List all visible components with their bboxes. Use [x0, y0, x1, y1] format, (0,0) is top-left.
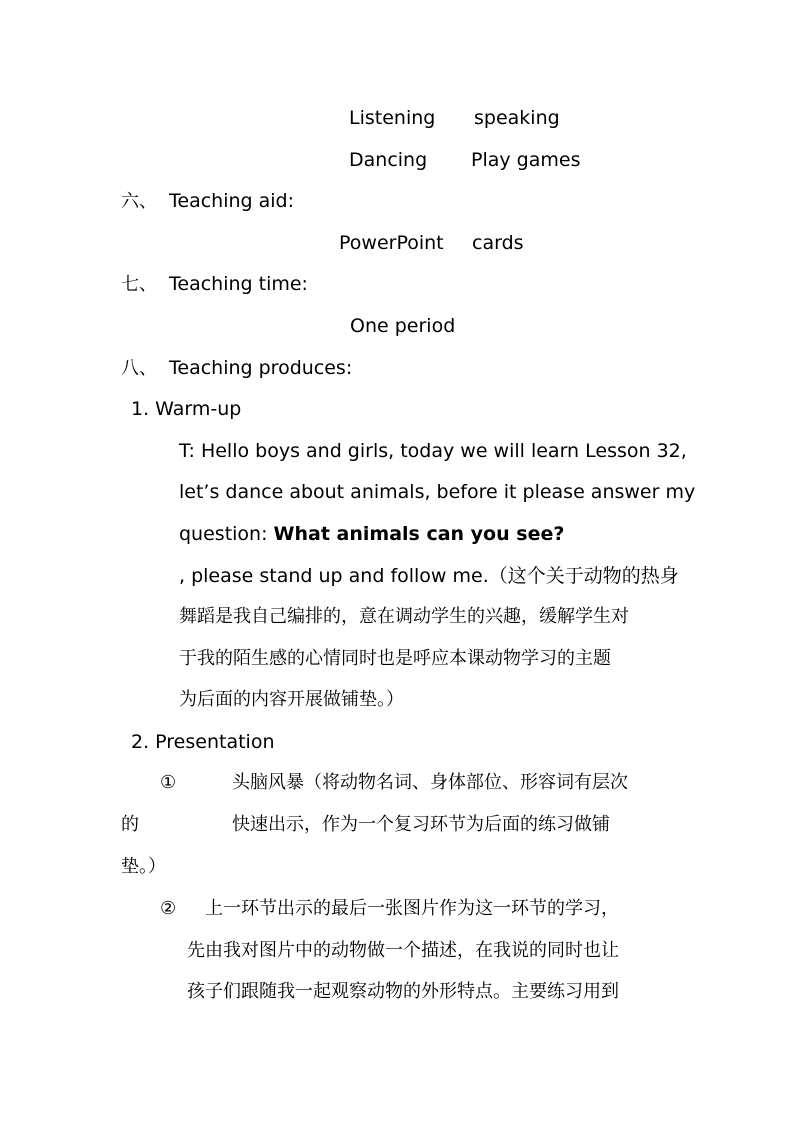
warmup-line-6: 于我的陌生感的心情同时也是呼应本课动物学习的主题: [179, 648, 611, 669]
item1-line-2a: 的: [121, 814, 139, 835]
item1-line-1: 头脑风暴（将动物名词、身体部位、形容词有层次: [232, 772, 628, 793]
section6-title: Teaching aid:: [169, 190, 295, 212]
teaching-aid-cards: cards: [472, 232, 524, 254]
warmup-heading: 1. Warm-up: [131, 398, 242, 420]
warmup-question: What animals can you see?: [273, 523, 565, 545]
section8-title: Teaching produces:: [169, 357, 353, 379]
item2-marker: ②: [160, 898, 177, 919]
warmup-line-5: 舞蹈是我自己编排的，意在调动学生的兴趣，缓解学生对: [179, 606, 629, 627]
warmup-line-1: T: Hello boys and girls, today we will learn Lesson 32,: [179, 440, 687, 462]
section8-number: 八、: [121, 358, 157, 379]
skill-listening: Listening: [349, 107, 436, 129]
teaching-time-value: One period: [350, 315, 456, 337]
item1-line-3: 垫。）: [121, 856, 166, 877]
teaching-aid-powerpoint: PowerPoint: [339, 232, 444, 254]
skill-speaking: speaking: [474, 107, 560, 129]
section7-number: 七、: [121, 274, 157, 295]
warmup-line-2: let’s dance about animals, before it please answer my: [179, 481, 696, 503]
skill-dancing: Dancing: [349, 149, 428, 171]
item1-marker: ①: [160, 772, 177, 793]
warmup-line-3-prefix: question:: [179, 523, 274, 545]
item2-line-3: 孩子们跟随我一起观察动物的外形特点。主要练习用到: [187, 981, 619, 1002]
section6-number: 六、: [121, 191, 157, 212]
warmup-line-4: , please stand up and follow me.（这个关于动物的热身: [179, 565, 679, 587]
presentation-heading: 2. Presentation: [131, 731, 275, 753]
skill-play-games: Play games: [471, 149, 581, 171]
warmup-line-3: [179, 522, 564, 546]
item2-line-2: 先由我对图片中的动物做一个描述，在我说的同时也让: [187, 940, 619, 961]
section7-title: Teaching time:: [169, 273, 308, 295]
warmup-line-7: 为后面的内容开展做铺垫。）: [179, 689, 404, 710]
item2-line-1: 上一环节出示的最后一张图片作为这一环节的学习，: [205, 898, 619, 919]
item1-line-2b: 快速出示，作为一个复习环节为后面的练习做铺: [232, 814, 610, 835]
